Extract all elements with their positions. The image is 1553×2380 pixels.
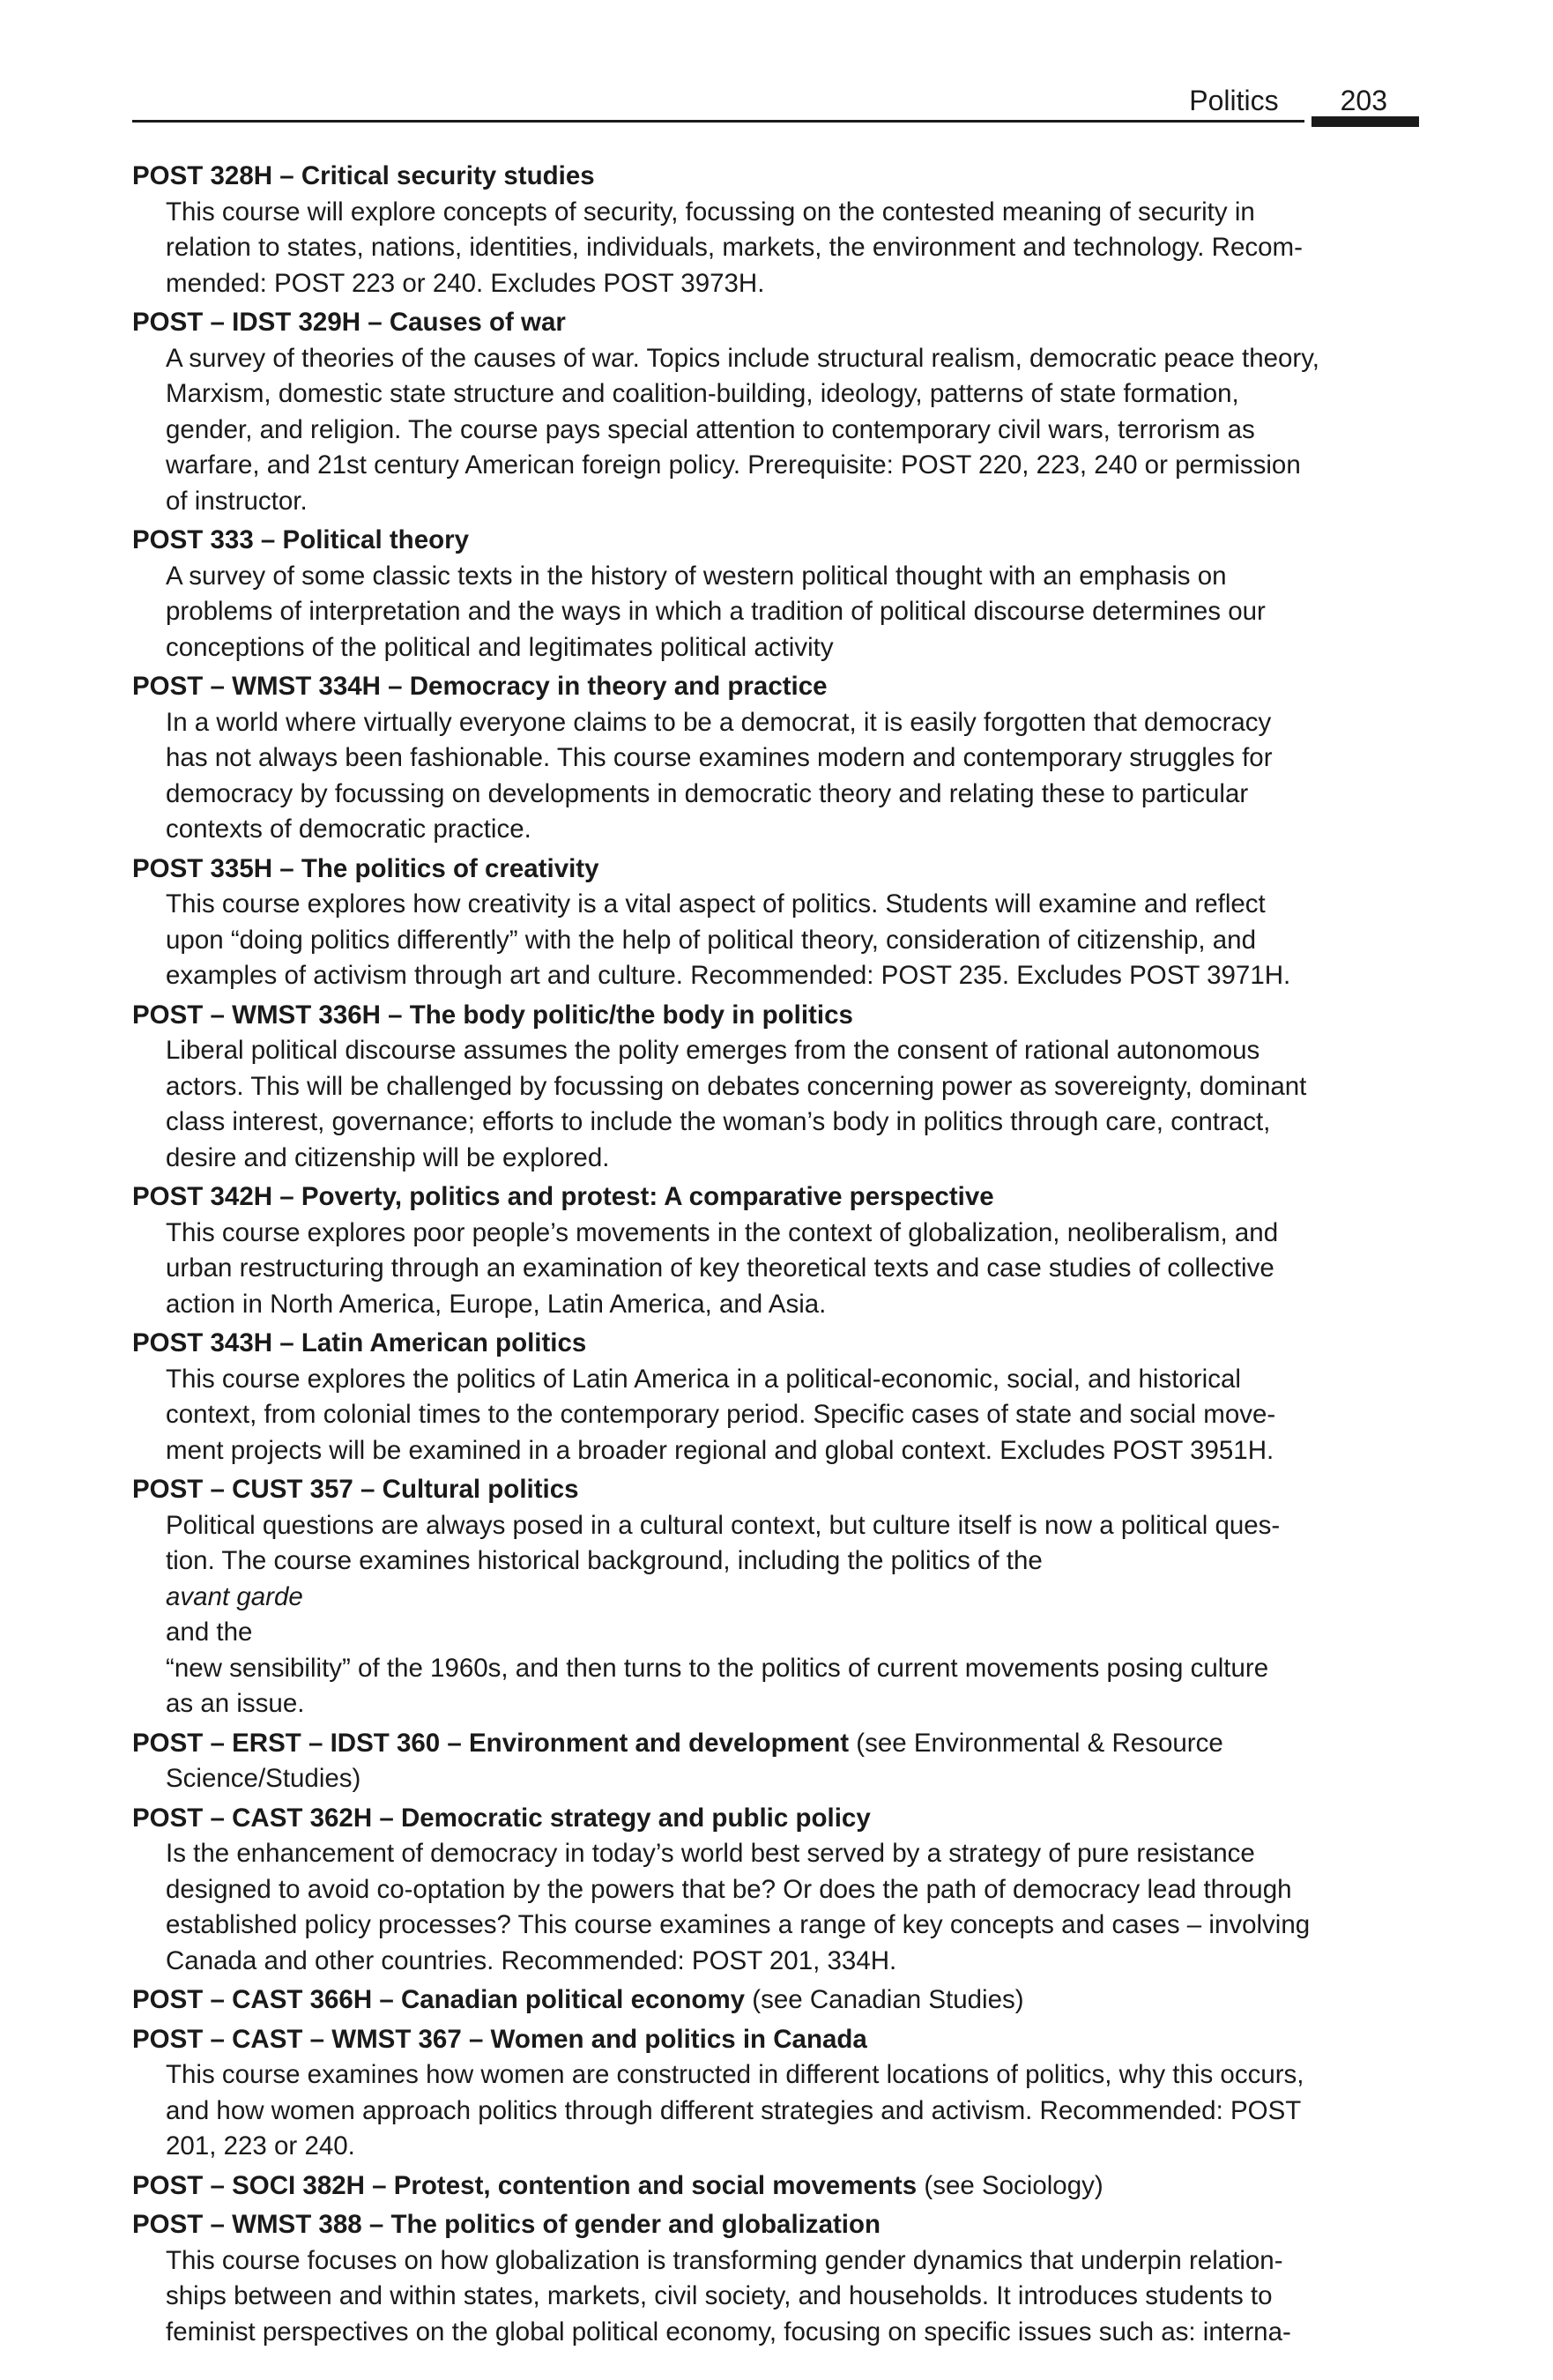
course-title: POST – CAST 366H – Canadian political economy (see Canadian Studies) [132,1985,1024,2014]
course-title: POST – CAST – WMST 367 – Women and politics in Canada [132,2024,867,2054]
course-title: POST – SOCI 382H – Protest, contention and social movements (see Sociology) [132,2170,1103,2200]
course-title: POST 333 – Political theory [132,525,470,554]
course-entry [132,523,1419,666]
header-rule [132,120,1304,123]
course-listing [132,159,1419,2354]
course-entry [132,1326,1419,1469]
course-entry [132,1726,1419,1797]
course-description: This course will explore concepts of security, focussing on the contested meaning of security in relation to states, nations, identities, individuals, markets, the environment and technology. Recom- mended: POST 223 or 240. Excludes POST 3973H. [166,197,1303,298]
cross-reference: (see Canadian Studies) [745,1985,1024,2014]
course-title: POST – CUST 357 – Cultural politics [132,1475,579,1504]
course-title: POST 342H – Poverty, politics and protest: A comparative perspective [132,1182,994,1211]
course-entry [132,1472,1419,1722]
course-entry [132,852,1419,994]
course-description: Liberal political discourse assumes the polity emerges from the consent of rational autonomous actors. This will be challenged by focussing on debates concerning power as sovereignty, dominant class interest, governance; efforts to include the woman’s body in politics through care, contract, desire and citizenship will be explored. [166,1036,1307,1172]
cross-reference: (see Environmental & Resource [849,1728,1223,1758]
course-entry [132,305,1419,519]
course-description: Science/Studies) [166,1764,361,1793]
course-entry [132,1801,1419,1980]
page-number: 203 [1340,85,1387,116]
course-description: This course explores poor people’s movements in the context of globalization, neoliberalism, and urban restructuring through an examination of key theoretical texts and case studies of collective action in North America, Europe, Latin America, and Asia. [166,1217,1279,1319]
cross-reference: (see Sociology) [917,2170,1103,2200]
course-description: A survey of some classic texts in the history of western political thought with an emphasis on problems of interpretation and the ways in which a tradition of political discourse determines our conceptions of the political and legitimates political activity [166,561,1266,662]
course-entry [132,2207,1419,2350]
course-description: This course examines how women are constructed in different locations of politics, why this occurs, and how women approach politics through different strategies and activism. Recommended: POST 201, 223 or 240. [166,2060,1304,2161]
course-entry [132,998,1419,1177]
course-entry [132,1982,1419,2019]
section-title: Politics [1189,85,1279,116]
course-description: Is the enhancement of democracy in today’s world best served by a strategy of pure resistance designed to avoid co-optation by the powers that be? Or does the path of democracy lead through established policy processes? This course examines a range of key concepts and cases – involving Canada and other countries. Recommended: POST 201, 334H. [166,1839,1311,1975]
header-tab-block [1312,116,1419,127]
course-title: POST – ERST – IDST 360 – Environment and development (see Environmental & Resource [132,1728,1223,1758]
running-head [1189,81,1387,120]
page-header [132,81,1419,123]
text-run: and the [166,1618,253,1647]
course-title: POST 335H – The politics of creativity [132,853,599,883]
course-title: POST 343H – Latin American politics [132,1328,587,1357]
course-title: POST 328H – Critical security studies [132,161,595,190]
course-description: In a world where virtually everyone claims to be a democrat, it is easily forgotten that democracy has not always been fashionable. This course examines modern and contemporary struggles for democracy by focussing on developments in democratic theory and relating these to particular contexts of democratic practice. [166,707,1273,844]
course-description: This course focuses on how globalization is transforming gender dynamics that underpin relation- ships between and within states, markets, civil society, and households. It introduces students to feminist perspectives on the global political economy, focusing on specific issues such as: interna- [166,2245,1291,2347]
course-title: POST – CAST 362H – Democratic strategy and public policy [132,1803,871,1833]
course-entry [132,2022,1419,2165]
course-title: POST – WMST 334H – Democracy in theory and practice [132,672,828,701]
italic-term: avant garde [166,1581,303,1611]
course-description: This course explores how creativity is a vital aspect of politics. Students will examine and reflect upon “doing politics differently” with the help of political theory, consideration of citizenship, and examples of activism through art and culture. Recommended: POST 235. Excludes POST 3971H. [166,889,1291,990]
course-description: This course explores the politics of Latin America in a political-economic, social, and historical context, from colonial times to the contemporary period. Specific cases of state and social move- ment projects will be examined in a broader regional and global context. Excludes POST 3951H. [166,1364,1276,1465]
course-description: Political questions are always posed in a cultural context, but culture itself is now a political ques- tion. The course examines historical background, including the politics of the avant garde and the “new sensibility” of the 1960s, and then turns to the politics of current movements posing culture as an issue. [132,1508,1419,1722]
course-title: POST – WMST 388 – The politics of gender and globalization [132,2210,881,2239]
course-entry [132,2168,1419,2205]
course-description: A survey of theories of the causes of war. Topics include structural realism, democratic peace theory, Marxism, domestic state structure and coalition-building, ideology, patterns of state formation, gender, and religion. The course pays special attention to contemporary civil wars, terrorism as warfare, and 21st century American foreign policy. Prerequisite: POST 220, 223, 240 or permission of instructor. [166,343,1320,516]
course-entry [132,1179,1419,1322]
course-title: POST – IDST 329H – Causes of war [132,308,566,337]
course-entry [132,159,1419,301]
text-run: tion. The course examines historical background, including the politics of the [166,1546,1043,1575]
course-title: POST – WMST 336H – The body politic/the body in politics [132,1000,853,1030]
course-entry [132,669,1419,848]
